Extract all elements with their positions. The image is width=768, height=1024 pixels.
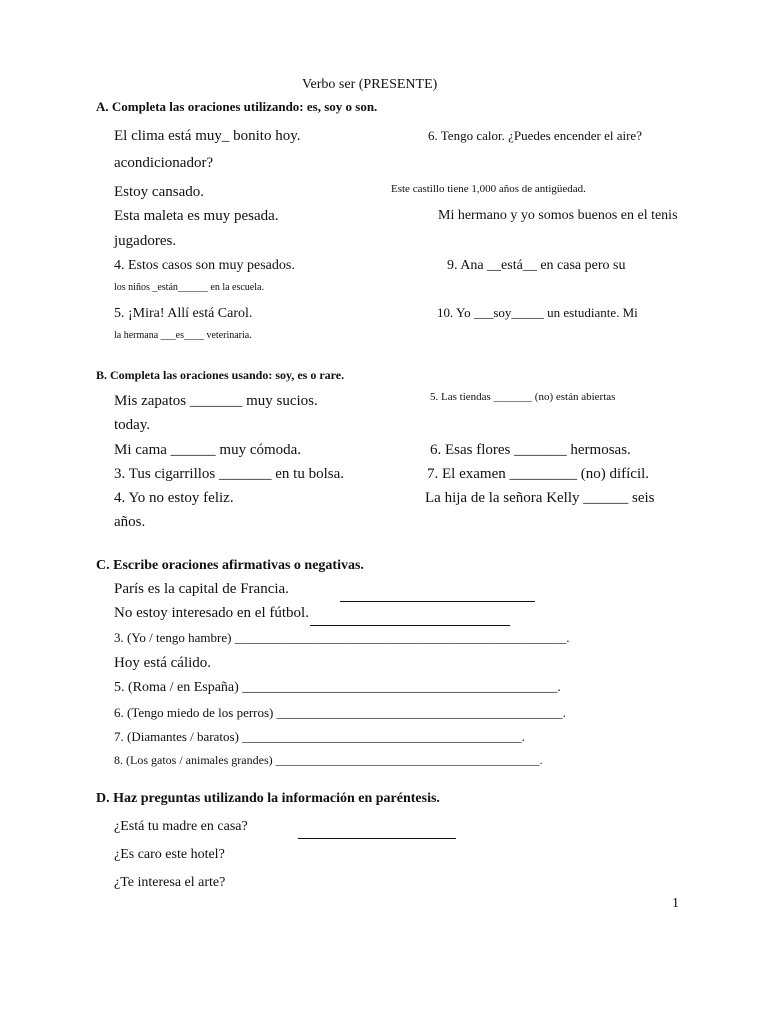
section-b-line-5: 4. Yo no estoy feliz.	[114, 490, 234, 506]
section-a-right-line-6: 6. Tengo calor. ¿Puedes encender el aire?	[428, 128, 642, 143]
section-c-line-4: Hoy está cálido.	[114, 655, 212, 671]
section-a-right-line-castle: Este castillo tiene 1,000 años de antigüedad.	[391, 183, 586, 195]
section-b-line-4: 3. Tus cigarrillos _______ en tu bolsa.	[114, 466, 345, 482]
section-a-right-line-brother: Mi hermano y yo somos buenos en el tenis	[438, 208, 678, 223]
section-c-line-7: 7. (Diamantes / baratos) ___________________________________________.	[114, 729, 525, 744]
section-a-line-5: jugadores.	[114, 233, 177, 249]
section-a-right-line-9: 9. Ana __está__ en casa pero su	[447, 258, 626, 273]
section-c-line-2: No estoy interesado en el fútbol.	[114, 605, 309, 621]
section-d-line-2: ¿Es caro este hotel?	[114, 847, 225, 862]
section-b-heading: B. Completa las oraciones usando: soy, es o rare.	[96, 368, 345, 382]
page-title: Verbo ser (PRESENTE)	[302, 77, 438, 92]
section-c-line-5: 5. (Roma / en España) _____________________________________________.	[114, 680, 561, 695]
section-a-line-7: los niños _están______ en la escuela.	[114, 282, 264, 293]
section-d-line-3: ¿Te interesa el arte?	[114, 875, 226, 890]
section-a-heading: A. Completa las oraciones utilizando: es, soy o son.	[96, 99, 378, 114]
section-a-line-1: El clima está muy_ bonito hoy.	[114, 128, 301, 144]
section-c-line-6: 6. (Tengo miedo de los perros) ____________________________________________.	[114, 705, 566, 720]
section-b-right-line-5: 5. Las tiendas _______ (no) están abiertas	[430, 391, 616, 403]
section-b-line-2: today.	[114, 417, 151, 433]
section-d-line-1: ¿Está tu madre en casa?	[114, 819, 248, 834]
section-c-line-8: 8. (Los gatos / animales grandes) ____________________________________________.	[114, 753, 543, 767]
section-b-line-3: Mi cama ______ muy cómoda.	[114, 442, 302, 458]
section-c-answer-blank-1	[340, 590, 535, 606]
section-b-right-line-8: La hija de la señora Kelly ______ seis	[425, 490, 655, 506]
section-c-line-1: París es la capital de Francia.	[114, 581, 289, 597]
section-c-heading: C. Escribe oraciones afirmativas o negativas.	[96, 558, 364, 573]
section-a-line-6: 4. Estos casos son muy pesados.	[114, 258, 295, 273]
section-a-line-2: acondicionador?	[114, 155, 214, 171]
section-b-line-6: años.	[114, 514, 146, 530]
section-a-line-8: 5. ¡Mira! Allí está Carol.	[114, 306, 253, 321]
section-a-right-line-10: 10. Yo ___soy_____ un estudiante. Mi	[437, 305, 638, 320]
page-number: 1	[672, 896, 679, 911]
section-b-right-line-7: 7. El examen _________ (no) difícil.	[427, 466, 650, 482]
section-b-line-1: Mis zapatos _______ muy sucios.	[114, 393, 318, 409]
section-a-line-4: Esta maleta es muy pesada.	[114, 208, 279, 224]
section-d-heading: D. Haz preguntas utilizando la información en paréntesis.	[96, 791, 440, 806]
section-a-line-3: Estoy cansado.	[114, 184, 204, 200]
section-d-answer-blank-1	[298, 827, 456, 843]
section-a-line-9: la hermana ___es____ veterinaria.	[114, 330, 252, 341]
section-b-right-line-6: 6. Esas flores _______ hermosas.	[430, 442, 631, 458]
section-c-line-3: 3. (Yo / tengo hambre) ___________________________________________________.	[114, 630, 570, 645]
section-c-answer-blank-2	[310, 614, 510, 630]
